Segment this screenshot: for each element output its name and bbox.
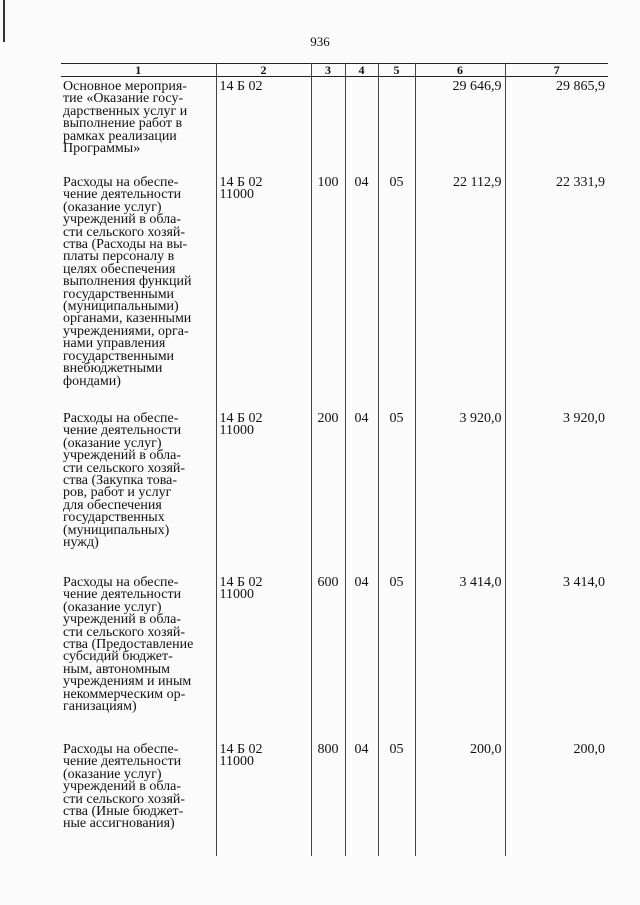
table-row [61,409,608,573]
budget-table [61,63,608,856]
row-value-7: 200,0 [505,740,608,856]
row-code: 14 Б 02 [216,77,311,174]
row-value-7: 29 865,9 [505,77,608,174]
row-description: Расходы на обеспе- чение деятельности (оказание услуг) учреждений в обла- сти сельского хозяй- ства (Закупка това- ров, работ и услуг для обеспечения государственных (муниципальных) нужд) [61,409,216,573]
row-value-7: 3 414,0 [505,573,608,740]
row-col-5: 05 [378,573,415,740]
row-col-3: 200 [311,409,345,573]
header-col-4: 4 [345,64,378,77]
row-code: 14 Б 02 11000 [216,409,311,573]
header-col-2: 2 [216,64,311,77]
row-description: Расходы на обеспе- чение деятельности (оказание услуг) учреждений в обла- сти сельского хозяй- ства (Расходы на вы- платы персоналу в целях обеспечения выполнения функций государственными (муниципальными) органами, казенными учреждениями, орга- нами управления государственными внебюджетными фондами) [61,173,216,409]
row-col-5: 05 [378,409,415,573]
row-col-3: 800 [311,740,345,856]
row-description: Основное мероприя- тие «Оказание госу- дарственных услуг и выполнение работ в рамках реализации Программы» [61,77,216,174]
table-row [61,573,608,740]
row-col-5: 05 [378,740,415,856]
header-col-1: 1 [61,64,216,77]
header-col-5: 5 [378,64,415,77]
row-col-3: 100 [311,173,345,409]
header-col-3: 3 [311,64,345,77]
row-col-4: 04 [345,573,378,740]
table-row [61,77,608,174]
row-value-6: 29 646,9 [415,77,505,174]
row-col-4: 04 [345,173,378,409]
row-col-3 [311,77,345,174]
row-value-7: 22 331,9 [505,173,608,409]
row-code: 14 Б 02 11000 [216,740,311,856]
row-col-5: 05 [378,173,415,409]
row-code: 14 Б 02 11000 [216,573,311,740]
row-value-6: 3 920,0 [415,409,505,573]
header-col-6: 6 [415,64,505,77]
row-value-6: 3 414,0 [415,573,505,740]
row-value-6: 22 112,9 [415,173,505,409]
header-col-7: 7 [505,64,608,77]
row-col-4: 04 [345,409,378,573]
row-description: Расходы на обеспе- чение деятельности (оказание услуг) учреждений в обла- сти сельского хозяй- ства (Предоставление субсидий бюджет- ным, автономным учреждениям и иным некоммерческим ор- ганизациям) [61,573,216,740]
table-row [61,173,608,409]
page-number: 936 [310,34,330,49]
row-col-4: 04 [345,740,378,856]
row-col-3: 600 [311,573,345,740]
header-row [61,64,608,77]
row-col-5 [378,77,415,174]
table-row [61,740,608,856]
row-value-7: 3 920,0 [505,409,608,573]
row-col-4 [345,77,378,174]
row-description: Расходы на обеспе- чение деятельности (оказание услуг) учреждений в обла- сти сельского хозяй- ства (Иные бюджет- ные ассигнования) [61,740,216,856]
row-code: 14 Б 02 11000 [216,173,311,409]
row-value-6: 200,0 [415,740,505,856]
